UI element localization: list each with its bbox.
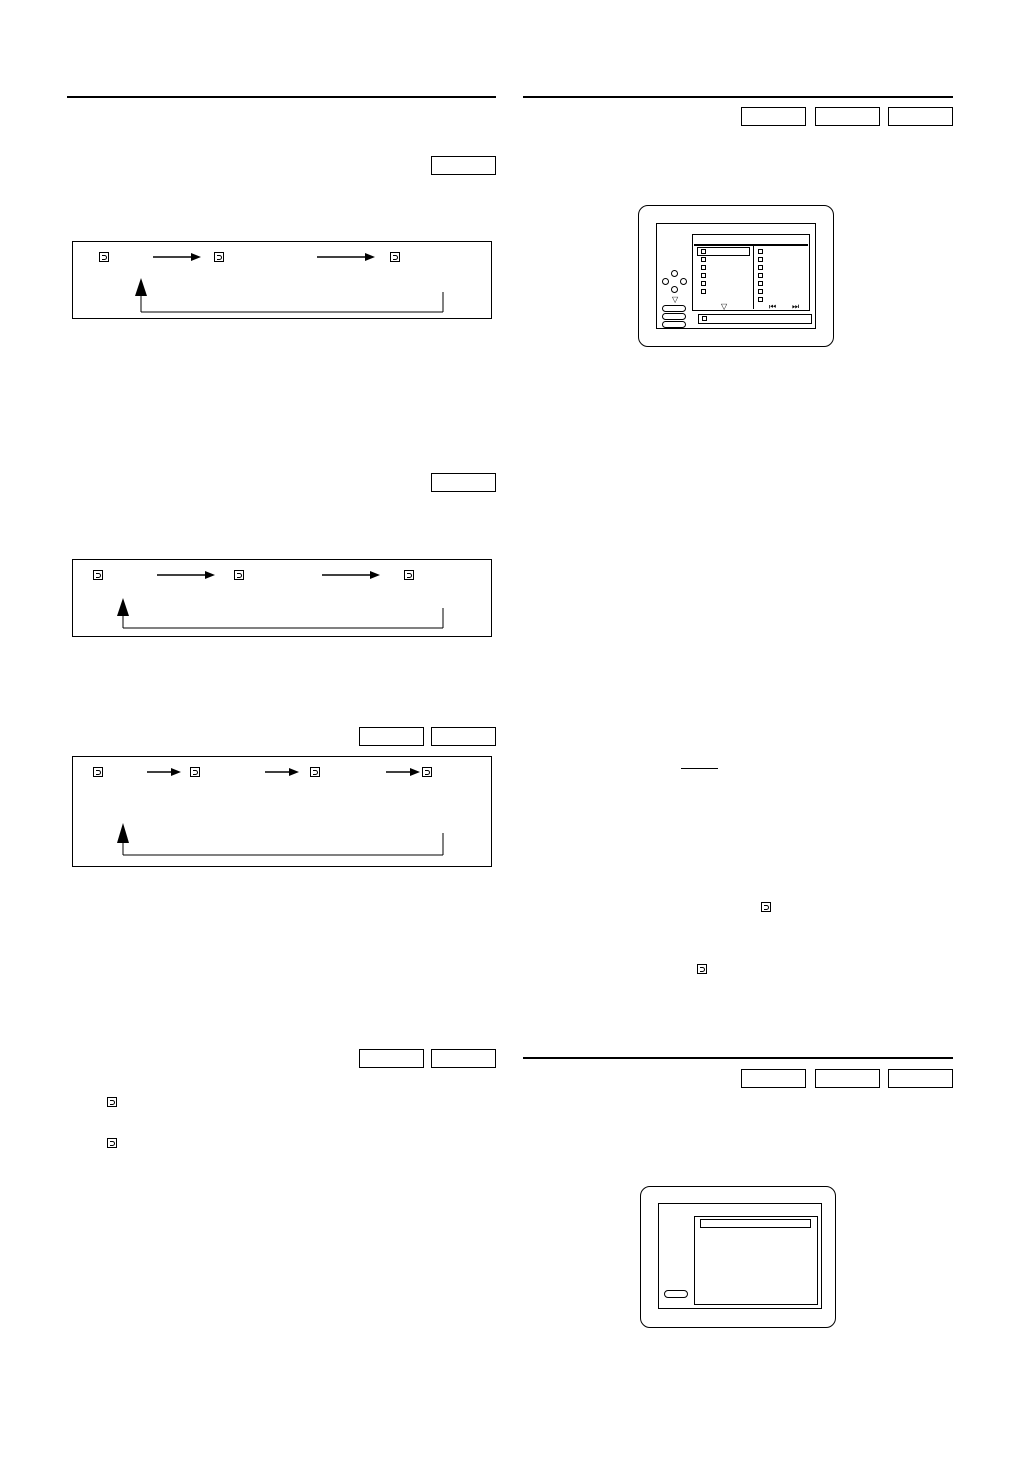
repeat-icon xyxy=(107,1138,117,1148)
format-tag xyxy=(431,473,496,492)
down-triangle-icon: ▽ xyxy=(721,302,728,311)
remote-button xyxy=(662,321,686,328)
list-item-box xyxy=(758,273,763,278)
menu-divider xyxy=(753,246,754,309)
format-tag xyxy=(431,156,496,175)
format-tag xyxy=(815,1069,880,1088)
repeat-icon xyxy=(390,252,400,262)
repeat-icon xyxy=(214,252,224,262)
tv-screen-illustration xyxy=(638,205,834,347)
list-item-box xyxy=(701,249,706,254)
repeat-icon xyxy=(93,767,103,777)
underline-mark xyxy=(681,768,718,769)
format-tag xyxy=(888,107,953,126)
repeat-icon xyxy=(234,570,244,580)
repeat-cycle-diagram-1 xyxy=(72,241,492,319)
dpad-down-icon xyxy=(671,286,678,293)
status-square xyxy=(702,316,707,321)
repeat-icon xyxy=(761,902,771,912)
menu-highlight xyxy=(700,1219,811,1228)
return-loop-arrow xyxy=(131,278,451,314)
repeat-icon xyxy=(99,252,109,262)
list-item-box xyxy=(758,289,763,294)
repeat-icon xyxy=(107,1097,117,1107)
list-item-box xyxy=(758,265,763,270)
right-arrow-icon xyxy=(317,252,377,262)
skip-back-icon: ⏮ xyxy=(769,302,777,311)
format-tag xyxy=(359,727,424,746)
right-arrow-icon xyxy=(147,767,183,777)
list-item-box xyxy=(758,257,763,262)
right-arrow-icon xyxy=(322,570,382,580)
right-arrow-icon xyxy=(386,767,422,777)
remote-button xyxy=(664,1290,688,1298)
menu-panel xyxy=(694,1216,818,1305)
repeat-icon xyxy=(310,767,320,777)
format-tag xyxy=(741,1069,806,1088)
right-arrow-icon xyxy=(157,570,217,580)
menu-title-bar xyxy=(694,244,808,246)
list-item-box xyxy=(701,265,706,270)
format-tag xyxy=(815,107,880,126)
format-tag xyxy=(888,1069,953,1088)
return-loop-arrow xyxy=(113,823,453,857)
repeat-cycle-diagram-3 xyxy=(72,756,492,867)
tv-display xyxy=(658,1203,822,1309)
right-arrow-icon xyxy=(265,767,301,777)
list-item-box xyxy=(758,297,763,302)
tv-display xyxy=(656,223,816,329)
remote-button xyxy=(662,305,686,312)
down-triangle-icon: ▽ xyxy=(672,295,679,304)
list-item-box xyxy=(758,281,763,286)
repeat-icon xyxy=(422,767,432,777)
repeat-icon xyxy=(190,767,200,777)
right-arrow-icon xyxy=(153,252,203,262)
dpad-right-icon xyxy=(680,278,687,285)
remote-button xyxy=(662,313,686,320)
dpad-up-icon xyxy=(671,270,678,277)
right-section-rule xyxy=(523,1057,953,1059)
repeat-icon xyxy=(404,570,414,580)
right-heading-rule xyxy=(523,96,953,98)
left-heading-rule xyxy=(67,96,496,98)
list-item-box xyxy=(701,273,706,278)
tv-screen-illustration xyxy=(640,1186,836,1328)
format-tag xyxy=(741,107,806,126)
format-tag xyxy=(431,727,496,746)
status-bar xyxy=(698,314,812,324)
list-item-box xyxy=(758,249,763,254)
repeat-icon xyxy=(697,964,707,974)
list-item-box xyxy=(701,289,706,294)
format-tag xyxy=(431,1049,496,1068)
list-item-box xyxy=(701,257,706,262)
repeat-icon xyxy=(93,570,103,580)
format-tag xyxy=(359,1049,424,1068)
repeat-cycle-diagram-2 xyxy=(72,559,492,637)
return-loop-arrow xyxy=(113,598,453,632)
skip-forward-icon: ⏭ xyxy=(792,302,800,311)
list-item-box xyxy=(701,281,706,286)
dpad-left-icon xyxy=(662,278,669,285)
